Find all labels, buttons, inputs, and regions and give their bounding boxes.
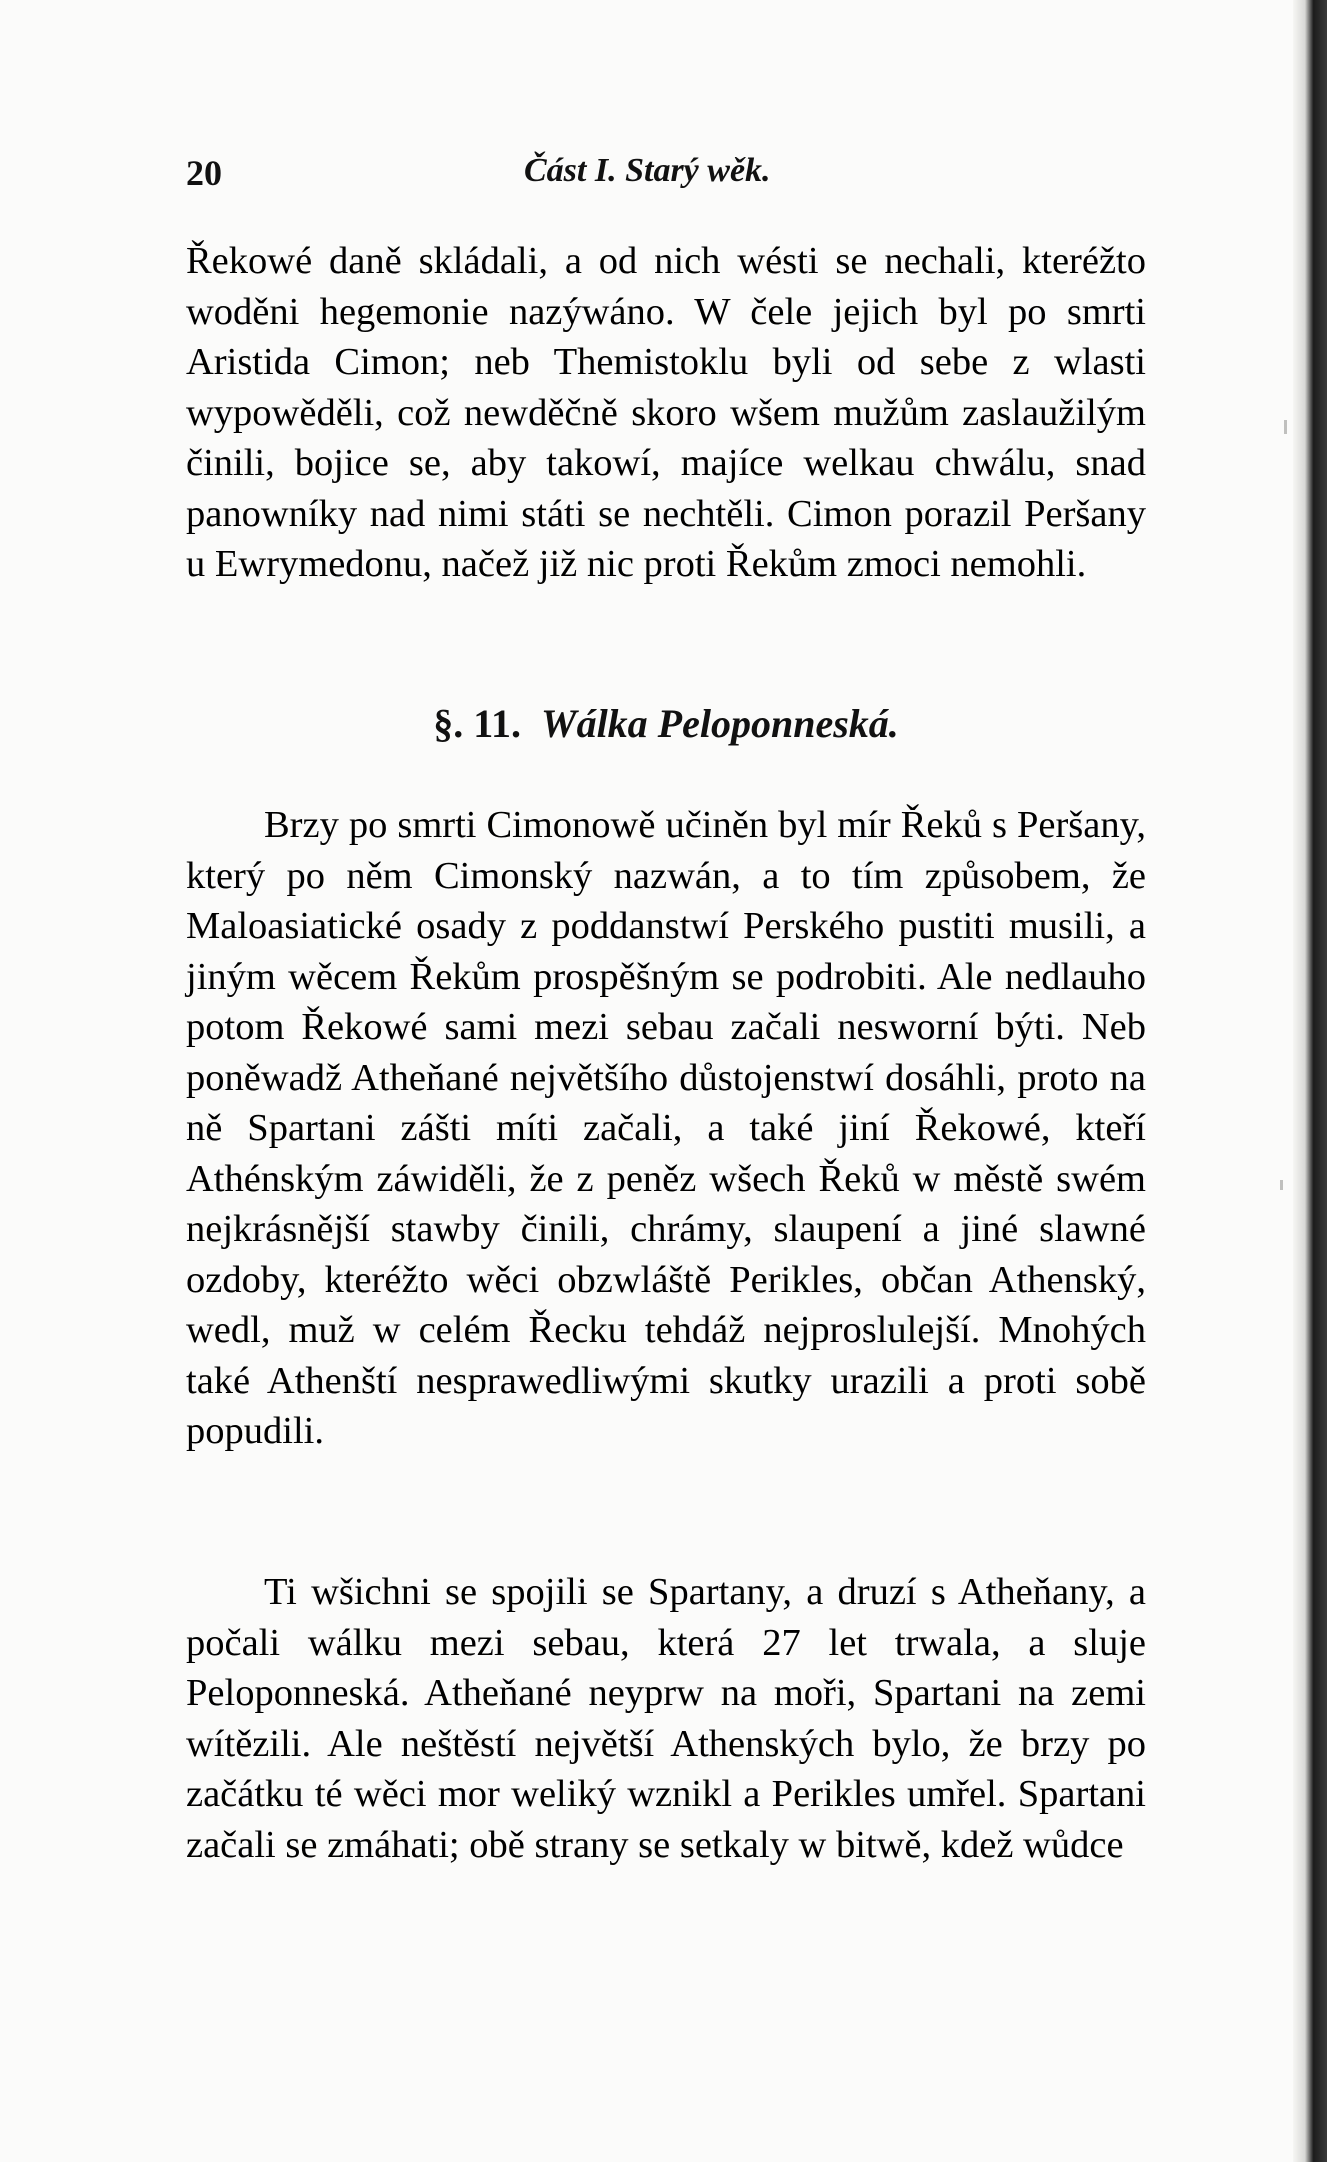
paragraph-2: Brzy po smrti Cimonowě učiněn byl mír Řeků s Peršany, který po něm Cimonský nazwán, a to tím způsobem, že Maloasiatické osady z poddanstwí Perského pustiti musili, a jiným wěcem Řekům prospěšným se podrobiti. Ale nedlauho potom Řekowé sami mezi sebau začali nesworní býti. Neb poněwadž Atheňané největšího důstojenstwí dosáhli, proto na ně Spartani zášti míti začali, a také jiní Řekowé, kteří Athénským záwiděli, že z peněz wšech Řeků w městě swém nejkrásnější stawby činili, chrámy, slaupení a jiné slawné ozdoby, kteréžto wěci obzwláště Perikles, občan Athenský, wedl, muž w celém Řecku tehdáž nejproslulejší. Mnohých také Athenští nesprawedliwými skutky urazili a proti sobě popudili. [186, 804, 1146, 1452]
section-title: Wálka Peloponneská. [541, 701, 899, 746]
paragraph-1: Řekowé daně skládali, a od nich wésti se nechali, kteréžto woděni hegemonie nazýwáno. W čele jejich byl po smrti Aristida Cimon; neb Themistoklu byli od sebe z wlasti wypowěděli, což newděčně skoro wšem mužům zaslaužilým činili, bojice se, aby takowí, majíce welkau chwálu, snad panowníky nad nimi státi se nechtěli. Cimon porazil Peršany u Ewrymedonu, načež již nic proti Řekům zmoci nemohli. [186, 240, 1146, 585]
paper-speck [1284, 420, 1287, 434]
page-header [186, 152, 1146, 202]
page-number: 20 [186, 153, 222, 193]
running-head: Část I. Starý wěk. [524, 152, 771, 189]
section-number: §. 11. [433, 701, 521, 746]
page-edge-shadow [1293, 0, 1327, 2162]
paragraph-3: Ti wšichni se spojili se Spartany, a druzí s Atheňany, a počali wálku mezi sebau, která 27 let trwala, a sluje Peloponneská. Atheňané neyprw na moři, Spartani na zemi wítězili. Ale neštěstí největší Athenských bylo, že brzy po začátku té wěci mor weliký wznikl a Perikles umřel. Spartani začali se zmáhati; obě strany se setkaly w bitwě, kdež wůdce [186, 1571, 1146, 1866]
paper-speck [1280, 1180, 1283, 1190]
section-heading [186, 700, 1146, 747]
